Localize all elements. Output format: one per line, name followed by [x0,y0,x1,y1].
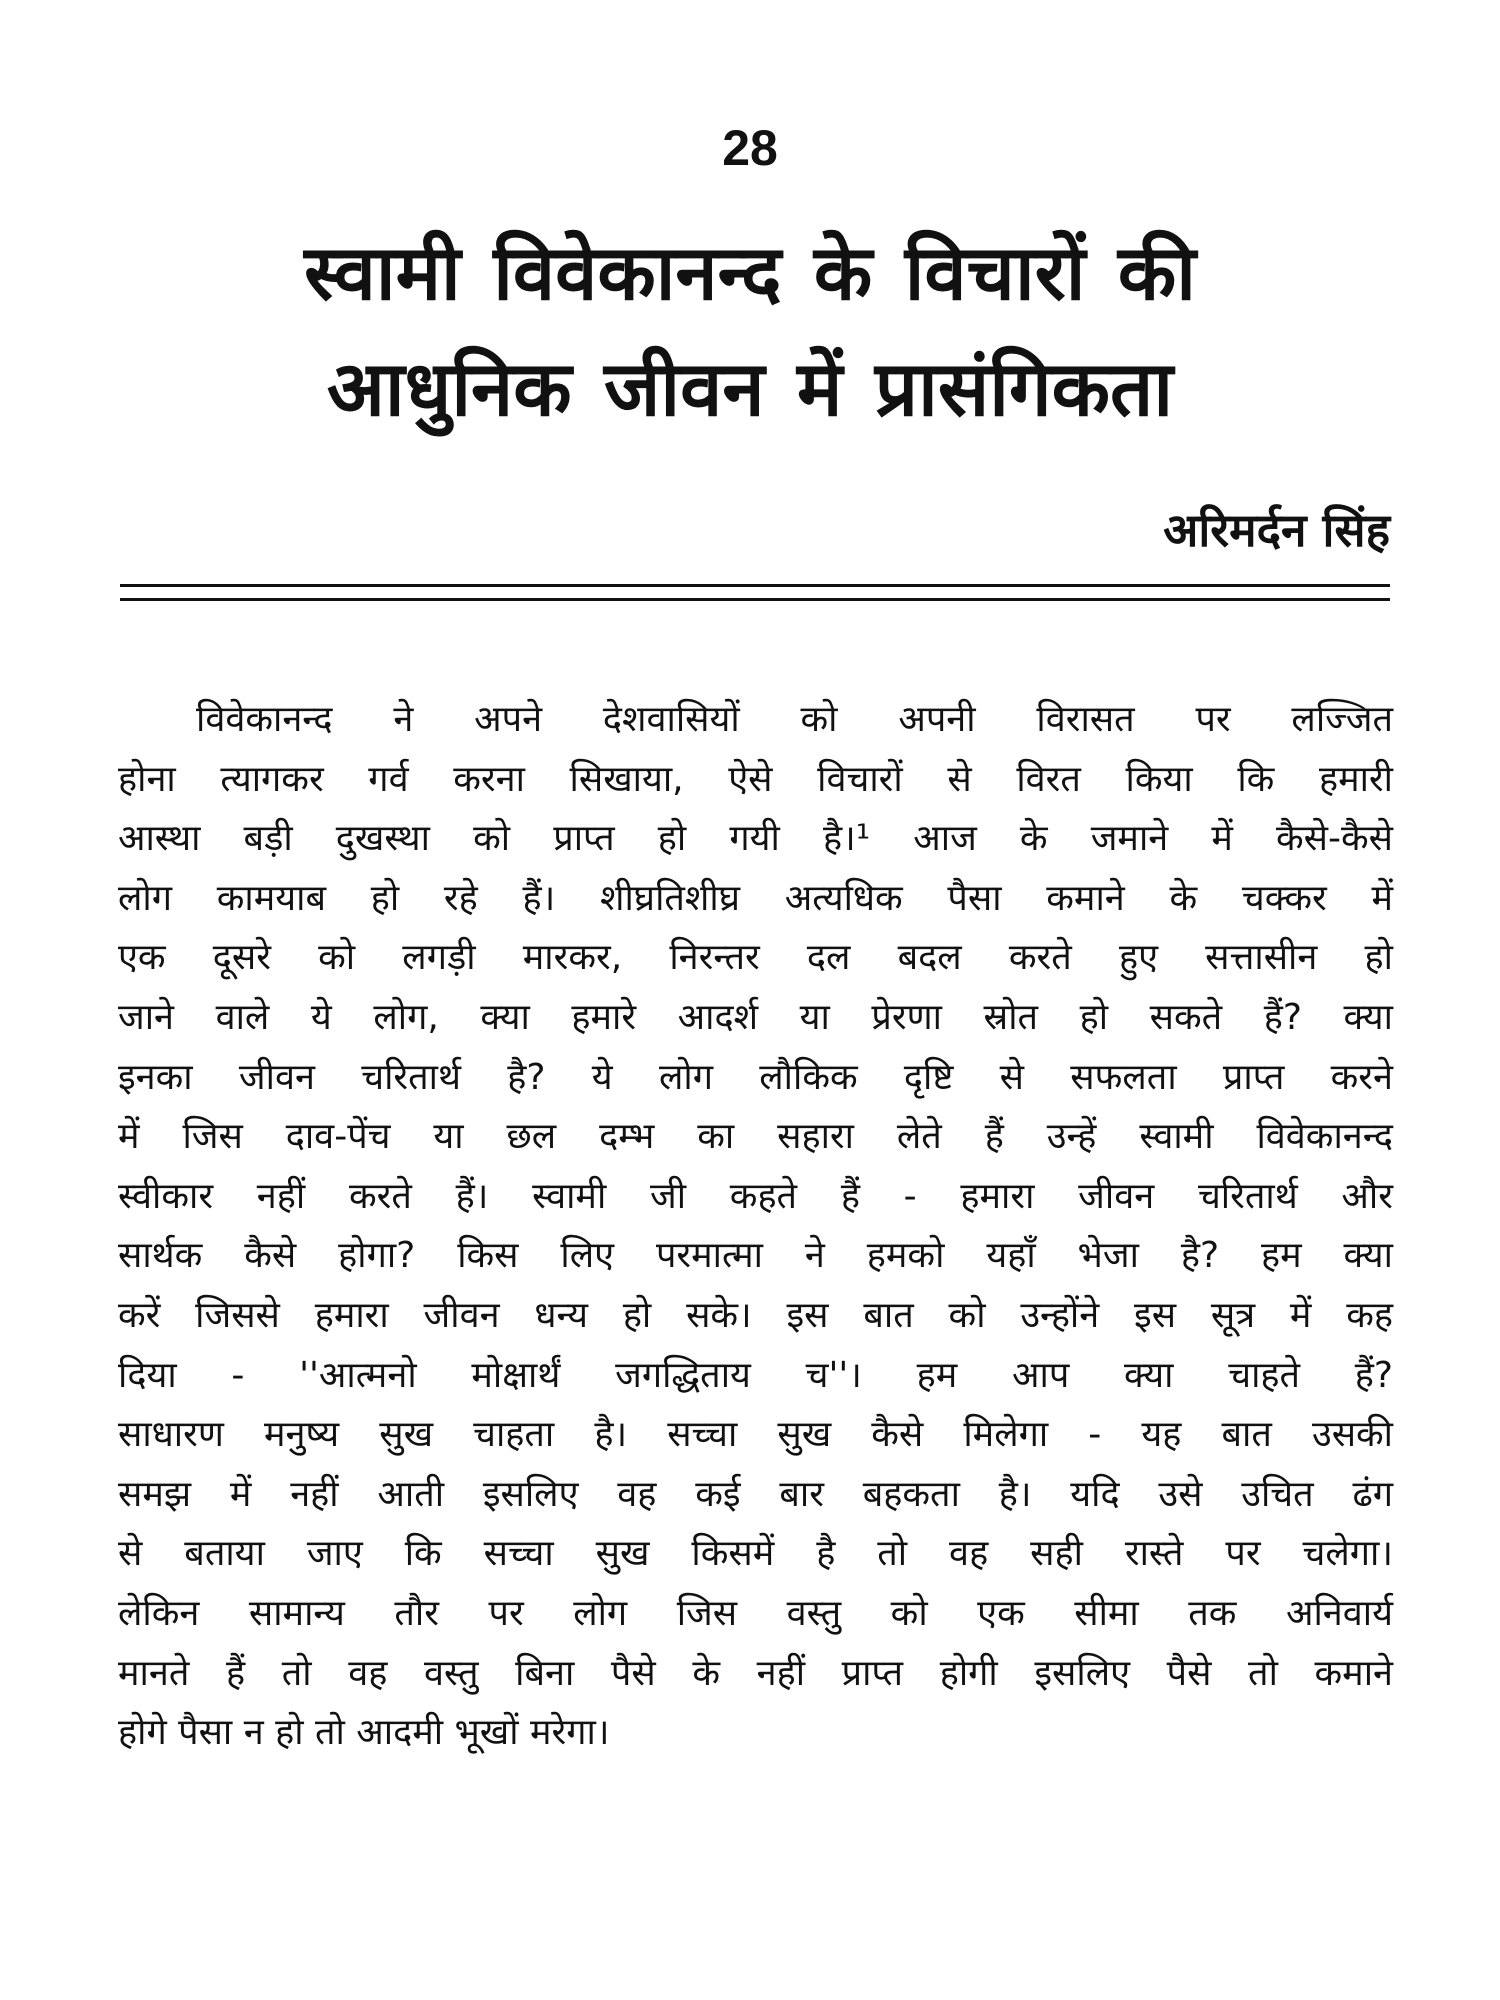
paragraph-line: मानते हैं तो वह वस्तु बिना पैसे के नहीं प्राप्त होगी इसलिए पैसे तो कमाने [118,1652,1393,1694]
chapter-title-line-2: आधुनिक जीवन में प्रासंगिकता [326,344,1174,433]
paragraph-line: सार्थक कैसे होगा? किस लिए परमात्मा ने हमको यहाँ भेजा है? हम क्या [118,1235,1393,1277]
chapter-title-line-1: स्वामी विवेकानन्द के विचारों की [304,228,1196,317]
paragraph-line: विवेकानन्द ने अपने देशवासियों को अपनी विरासत पर लज्जित [196,699,1393,740]
header-divider-top [120,584,1390,587]
paragraph-line: लोग कामयाब हो रहे हैं। शीघ्रतिशीघ्र अत्यधिक पैसा कमाने के चक्कर में [118,877,1393,919]
chapter-number: 28 [722,120,778,176]
paragraph-line: करें जिससे हमारा जीवन धन्य हो सके। इस बात को उन्होंने इस सूत्र में कह [118,1294,1393,1336]
paragraph-line: आस्था बड़ी दुखस्था को प्राप्त हो गयी है।¹ आज के जमाने में कैसे-कैसे [118,818,1393,860]
paragraph-line: समझ में नहीं आती इसलिए वह कई बार बहकता है। यदि उसे उचित ढंग [118,1473,1393,1515]
chapter-title [150,215,1350,447]
paragraph-line: स्वीकार नहीं करते हैं। स्वामी जी कहते हैं - हमारा जीवन चरितार्थ और [118,1175,1393,1217]
body-paragraph [118,690,1393,1763]
paragraph-line: साधारण मनुष्य सुख चाहता है। सच्चा सुख कैसे मिलेगा - यह बात उसकी [118,1414,1393,1456]
paragraph-line: लेकिन सामान्य तौर पर लोग जिस वस्तु को एक सीमा तक अनिवार्य [118,1592,1393,1634]
paragraph-line: इनका जीवन चरितार्थ है? ये लोग लौकिक दृष्टि से सफलता प्राप्त करने [118,1056,1393,1098]
author-name: अरिमर्दन सिंह [1163,503,1390,557]
paragraph-line: होगे पैसा न हो तो आदमी भूखों मरेगा। [118,1712,610,1754]
paragraph-line: एक दूसरे को लगड़ी मारकर, निरन्तर दल बदल करते हुए सत्तासीन हो [118,937,1393,979]
paragraph-line: में जिस दाव-पेंच या छल दम्भ का सहारा लेते हैं उन्हें स्वामी विवेकानन्द [118,1116,1393,1158]
paragraph-line: दिया - ''आत्मनो मोक्षार्थं जगद्धिताय च''। हम आप क्या चाहते हैं? [118,1354,1393,1396]
paragraph-line: से बताया जाए कि सच्चा सुख किसमें है तो वह सही रास्ते पर चलेगा। [118,1533,1393,1575]
paragraph-line: होना त्यागकर गर्व करना सिखाया, ऐसे विचारों से विरत किया कि हमारी [118,758,1393,800]
paragraph-line: जाने वाले ये लोग, क्या हमारे आदर्श या प्रेरणा स्रोत हो सकते हैं? क्या [118,996,1393,1038]
header-divider-bottom [120,598,1390,601]
